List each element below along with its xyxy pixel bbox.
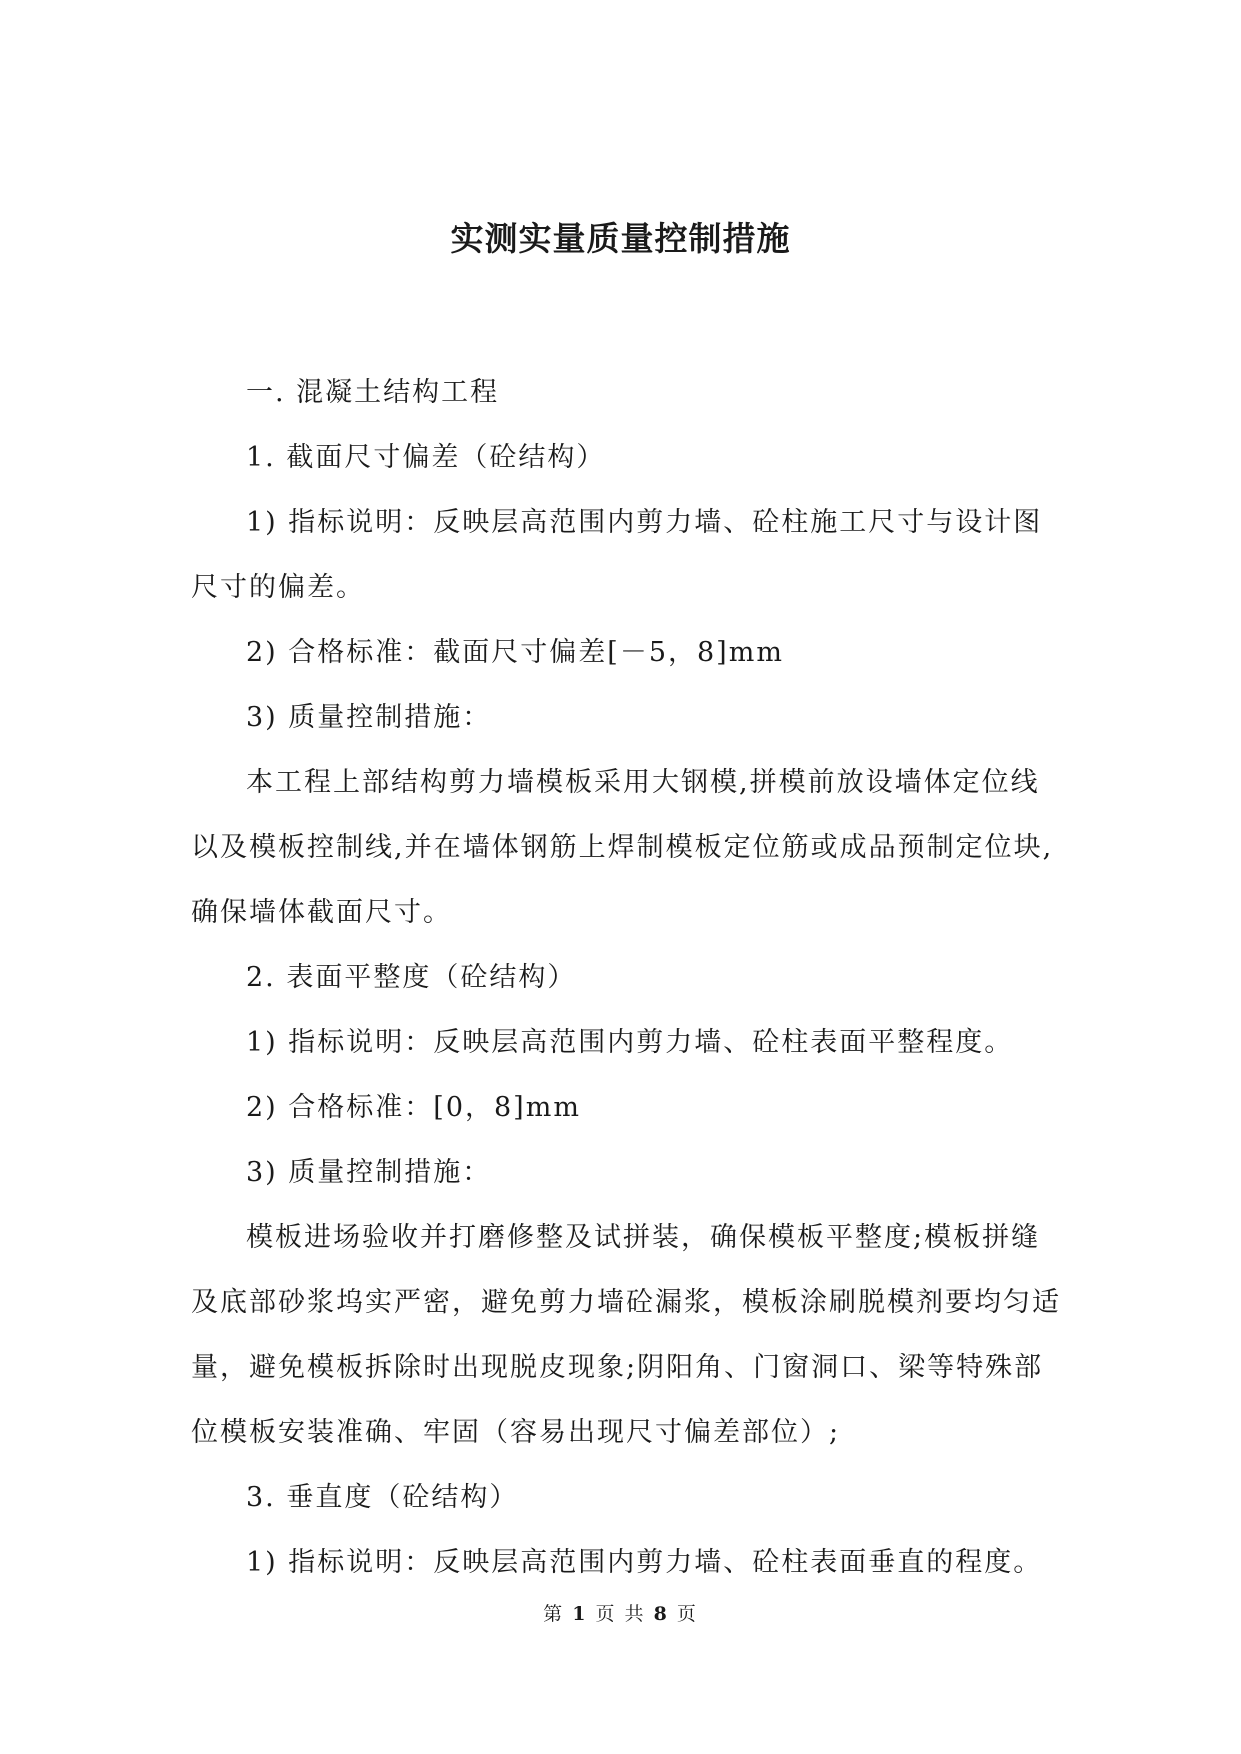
- paragraph-line: 量，避免模板拆除时出现脱皮现象;阴阳角、门窗洞口、梁等特殊部: [191, 1352, 1044, 1383]
- subsection-heading: 1. 截面尺寸偏差（砼结构）: [246, 442, 606, 473]
- paragraph-line: 2) 合格标准：[0，8]mm: [246, 1092, 581, 1123]
- paragraph-line: 确保墙体截面尺寸。: [191, 897, 452, 928]
- paragraph-line: 及底部砂浆坞实严密，避免剪力墙砼漏浆，模板涂刷脱模剂要均匀适: [191, 1287, 1061, 1318]
- paragraph-line: 位模板安装准确、牢固（容易出现尺寸偏差部位）;: [191, 1417, 841, 1448]
- paragraph-line: 本工程上部结构剪力墙模板采用大钢模,拼模前放设墙体定位线: [246, 767, 1040, 798]
- footer-prefix: 第: [543, 1603, 565, 1625]
- footer-suffix: 页: [676, 1603, 698, 1625]
- subsection-heading: 3. 垂直度（砼结构）: [246, 1482, 519, 1513]
- paragraph-line: 模板进场验收并打磨修整及试拼装，确保模板平整度;模板拼缝: [246, 1222, 1041, 1253]
- page-number: 1: [572, 1603, 588, 1625]
- subsection-heading: 2. 表面平整度（砼结构）: [246, 962, 577, 993]
- paragraph-line: 1) 指标说明：反映层高范围内剪力墙、砼柱表面平整程度。: [246, 1027, 1014, 1058]
- paragraph-line: 尺寸的偏差。: [191, 572, 365, 603]
- paragraph-line: 1) 指标说明：反映层高范围内剪力墙、砼柱施工尺寸与设计图: [246, 507, 1043, 538]
- page-footer: [0, 1605, 1241, 1624]
- paragraph-line: 3) 质量控制措施：: [246, 702, 492, 733]
- paragraph-line: 1) 指标说明：反映层高范围内剪力墙、砼柱表面垂直的程度。: [246, 1547, 1043, 1578]
- total-pages: 8: [653, 1603, 669, 1625]
- document-title: 实测实量质量控制措施: [450, 219, 791, 258]
- paragraph-line: 3) 质量控制措施：: [246, 1157, 492, 1188]
- section-heading: 一. 混凝土结构工程: [246, 377, 500, 408]
- footer-middle: 页 共: [595, 1603, 646, 1625]
- document-body: [191, 360, 1061, 1595]
- paragraph-line: 2) 合格标准：截面尺寸偏差[－5，8]mm: [246, 637, 784, 668]
- paragraph-line: 以及模板控制线,并在墙体钢筋上焊制模板定位筋或成品预制定位块,: [191, 832, 1054, 863]
